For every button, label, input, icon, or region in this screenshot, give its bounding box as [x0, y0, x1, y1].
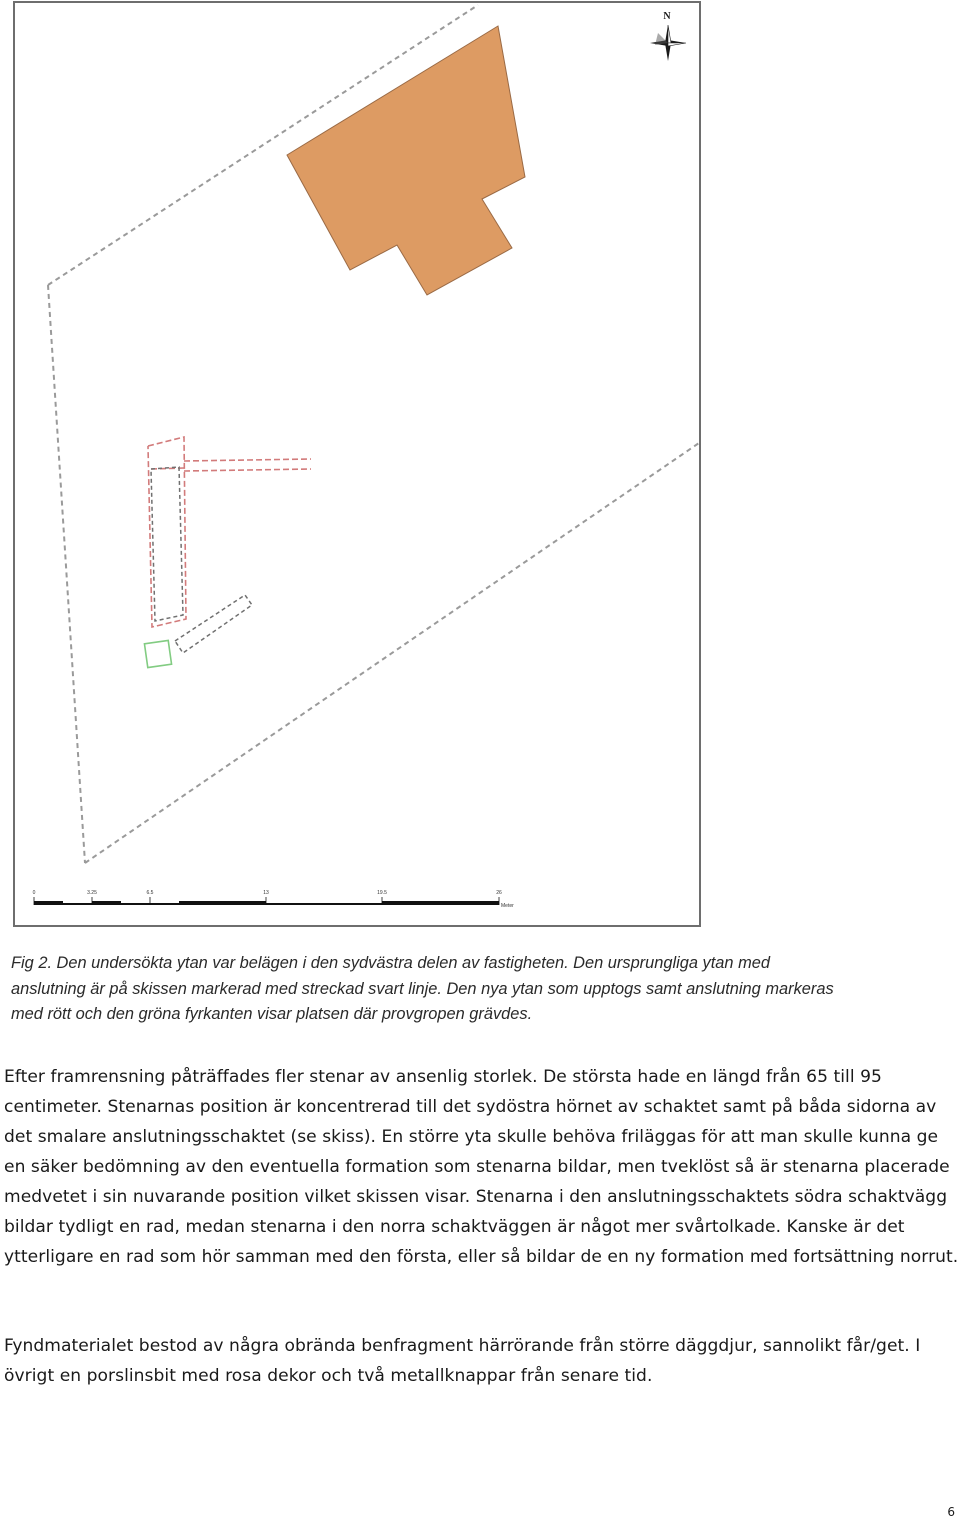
scale-unit-label: Meter — [501, 903, 514, 909]
scale-tick-label: 26 — [496, 890, 502, 896]
trench-inner-outline — [151, 467, 183, 621]
boundary-line-west — [48, 285, 85, 863]
north-arrow-icon — [650, 11, 686, 61]
trench-connection-south — [184, 469, 311, 471]
scale-tick-label: 13 — [263, 890, 269, 896]
test-pit-square — [144, 640, 171, 667]
scale-tick-label: 6.5 — [146, 890, 154, 896]
scale-tick-label: 0 — [32, 890, 36, 896]
north-label: N — [663, 11, 671, 22]
page-number: 6 — [947, 1505, 955, 1519]
figure-caption: Fig 2. Den undersökta ytan var belägen i den sydvästra delen av fastigheten. Den ursprungliga ytan med anslutning är på skissen markerad med streckad svart linje. Den nya ytan som upptogs samt anslutning markeras med rött och den gröna fyrkanten visar platsen där provgropen grävdes. — [11, 954, 834, 1023]
site-plan-drawing — [15, 3, 699, 925]
trench-connection-north — [184, 459, 311, 461]
trench-original — [148, 437, 311, 627]
boundary-line-south — [85, 443, 699, 863]
trench-new-area — [151, 467, 252, 653]
scale-tick-label: 19.5 — [377, 890, 387, 896]
body-paragraph: Fyndmaterialet bestod av några obrända benfragment härrörande från större däggdjur, sannolikt får/get. I övrigt en porslinsbit med rosa dekor och två metallknappar från senare tid. — [4, 1336, 921, 1386]
scale-tick-label: 3.25 — [87, 890, 97, 896]
body-paragraph: Efter framrensning påträffades fler stenar av ansenlig storlek. De största hade en längd från 65 till 95 centimeter. Stenarnas position är koncentrerad till det sydöstra hörnet av schaktet samt på båda sidorna av det smalare anslutningsschaktet (se skiss). En större yta skulle behöva friläggas för att man skulle kunna ge en säker bedömning av den eventuella formation som stenarna bildar, men tveklöst så är stenarna placerade medvetet i sin nuvarande position vilket skissen visar. Stenarna i den anslutningsschaktets södra schaktvägg bildar tydligt en rad, medan stenarna i den norra schaktväggen är något mer svårtolkade. Kanske är det ytterligare en rad som hör samman med den första, eller så bildar de en ny formation med fortsättning norrut. — [4, 1067, 959, 1267]
scale-bar — [33, 890, 515, 909]
site-plan-map — [13, 1, 701, 927]
building-footprint — [287, 26, 525, 295]
